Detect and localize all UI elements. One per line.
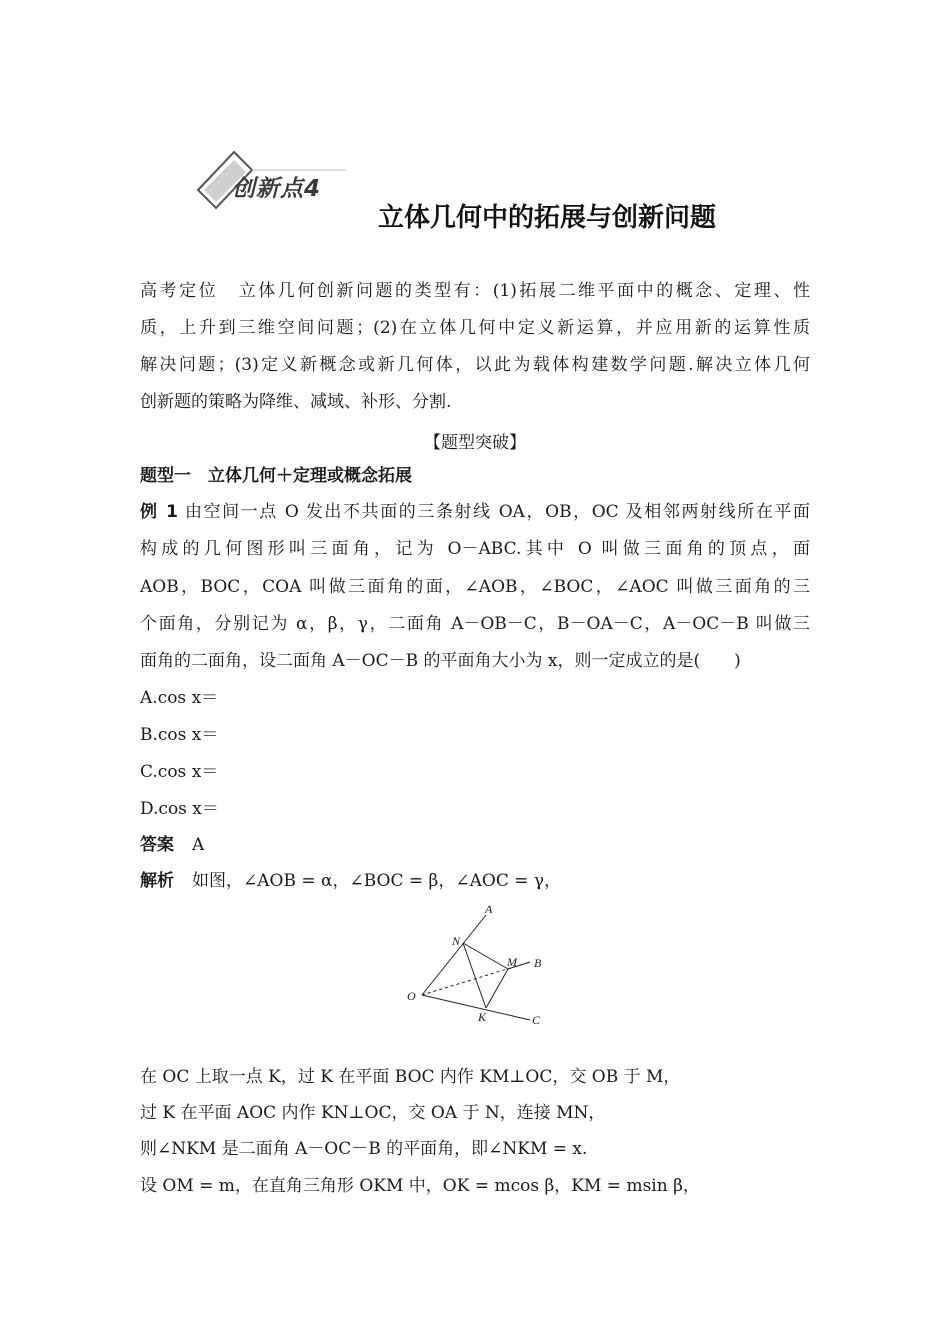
intro-line-2: 质，上升到三维空间问题；(2)在立体几何中定义新运算，并应用新的运算性质 [140, 318, 810, 338]
example-label: 例 1 [140, 502, 178, 522]
label-c: C [532, 1013, 541, 1027]
solution-line-1: 在 OC 上取一点 K，过 K 在平面 BOC 内作 KM⊥OC，交 OB 于 M， [140, 1067, 681, 1087]
solution-line-4: 设 OM = m，在直角三角形 OKM 中，OK = mcos β，KM = msin β， [140, 1176, 700, 1196]
analysis-line [140, 869, 561, 893]
example-line-1: 例 1 由空间一点 O 发出不共面的三条射线 OA，OB，OC 及相邻两射线所在平面 [140, 502, 811, 522]
option-c: C.cos x＝ [140, 762, 219, 782]
label-m: M [507, 955, 517, 969]
segment-km [486, 969, 508, 1008]
example-line-2: 构成的几何图形叫三面角，记为 O－ABC.其中 O 叫做三面角的顶点，面 [140, 539, 810, 559]
example-line-3: AOB，BOC，COA 叫做三面角的面，∠AOB，∠BOC，∠AOC 叫做三面角的三 [140, 577, 810, 597]
answer-label: 答案 [140, 835, 174, 855]
segment-nm [463, 943, 508, 969]
label-b: B [534, 956, 542, 970]
option-d: D.cos x＝ [140, 799, 219, 819]
answer-line [140, 833, 204, 857]
solution-line-2: 过 K 在平面 AOC 内作 KN⊥OC，交 OA 于 N，连接 MN， [140, 1103, 606, 1123]
analysis-label: 解析 [140, 871, 174, 891]
section-heading: 【题型突破】 [424, 433, 526, 453]
intro-line-4: 创新题的策略为降维、减域、补形、分割. [140, 392, 452, 412]
label-k: K [478, 1010, 487, 1024]
answer-value: A [192, 835, 205, 855]
intro-label: 高考定位 [140, 281, 219, 301]
option-a: A.cos x＝ [140, 688, 219, 708]
badge-label: 创新点4 [232, 176, 322, 202]
example-line-4: 个面角，分别记为 α，β，γ，二面角 A－OB－C，B－OA－C，A－OC－B 叫做三 [140, 614, 810, 634]
trihedral-angle-figure [400, 900, 560, 1030]
analysis-text: 如图，∠AOB = α，∠BOC = β，∠AOC = γ， [192, 871, 562, 891]
ray-oa [422, 915, 486, 995]
intro-line-1: 高考定位 立体几何创新问题的类型有：(1)拓展二维平面中的概念、定理、性 [140, 281, 810, 301]
label-a: A [485, 902, 493, 916]
label-o: O [407, 989, 416, 1003]
example-line-5: 面角的二面角，设二面角 A－OC－B 的平面角大小为 x，则一定成立的是( ) [140, 651, 741, 671]
intro-line-3: 解决问题；(3)定义新概念或新几何体，以此为载体构建数学问题.解决立体几何 [140, 355, 810, 375]
page-title: 立体几何中的拓展与创新问题 [378, 203, 717, 233]
label-n: N [452, 934, 461, 948]
ray-oc [422, 995, 530, 1020]
segment-nk [463, 943, 486, 1008]
type-heading: 题型一 立体几何＋定理或概念拓展 [140, 466, 412, 486]
option-b: B.cos x＝ [140, 725, 219, 745]
solution-line-3: 则∠NKM 是二面角 A－OC－B 的平面角，即∠NKM = x. [140, 1139, 588, 1159]
